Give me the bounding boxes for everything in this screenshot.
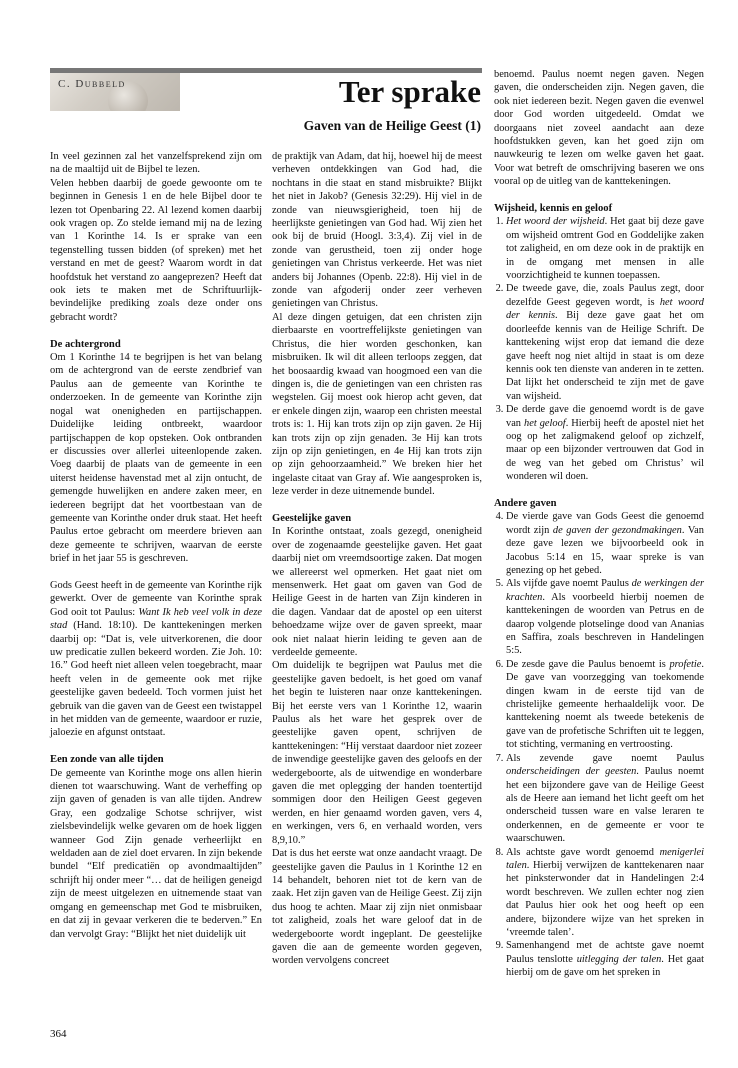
- list-item: 3. De derde gave die genoemd wordt is de gave van het geloof. Hierbij heeft de apostel niet het oog op het zaligmakend geloof op zichzelf, maar op een bijzonder vertrouwen dat God in de weg van het gebed om Christus’ wil wonderen wil doen.: [506, 403, 704, 483]
- paragraph: de praktijk van Adam, dat hij, hoewel hij de meest verheven ontdekkingen van God had, die nochtans in die staat en stand misbruikte? Blijkt het niet in Jakob? (Genesis 32:29). Hij viel in de zonde van nieuwsgierigheid, toen hij de heerlijkste genietingen van God had. Wij zien het ook bij de bruid (Hoogl. 3:3,4). Zij viel in de zonde van gerustheid, toen zij onder hoge genietingen van Christus verkeerde. Het was niet anders bij Johannes (Openb. 22:8). Hij viel in de zonde van afgoderij onder zeer verheven genietingen van Christus.: [272, 151, 482, 310]
- gifts-list-1: [494, 215, 704, 483]
- list-item: 1. Het woord der wijsheid. Het gaat bij deze gave om wijsheid omtrent God en Goddelijke zaken tot zaligheid, en om deze ook in de praktijk en in de omgang met mensen in alle voorzichtigheid te kunnen toepassen.: [506, 215, 704, 282]
- article-title: Ter sprake: [338, 74, 481, 109]
- bible-quote: Want Ik heb veel volk in deze stad: [50, 606, 262, 632]
- article-subtitle: Gaven van de Heilige Geest (1): [303, 118, 481, 133]
- list-item: 7. Als zevende gave noemt Paulus onderscheidingen der geesten. Paulus noemt het een bijzondere gave van de Heilige Geest als de Heere aan iemand het licht geeft om het onderscheid tussen ware en valse leraren te onderkennen, en de gemeente er voor te waarschuwen.: [506, 752, 704, 846]
- paragraph: Om 1 Korinthe 14 te begrijpen is het van belang om de achtergrond van de eerste zendbrief van Paulus aan de gemeente van Korinthe te onderzoeken. In de gemeente van Korinthe zijn nogal wat onenigheden en partijschappen. Duidelijke leiding ontbreekt, waardoor partijschappen de kop opsteken. Ook ontbranden er discussies over allerlei uiteenlopende zaken. Voeg daarbij de plaats van de gemeente in een uiterst heidense havenstad met al zijn ontucht, de gemengde huwelijken en andere zaken meer, en iedereen begrijpt dat het voortbestaan van de gemeente van Korinthe onder druk staat. Het heeft Paulus ertoe gebracht om meerdere brieven aan deze gemeente te schrijven, waarvan de eerste brief in het jaar 55 is geschreven.: [50, 352, 262, 565]
- list-item: 6. De zesde gave die Paulus benoemt is profetie. De gave van voorzegging van toekomende dingen kwam in de eerste tijd van de christelijke gemeente herhaaldelijk voor. De kanttekening noemt als tweede betekenis de gave van de profetische Schriften uit te leggen, tot stichting, vermaning en vertroosting.: [506, 658, 704, 752]
- section-heading: Andere gaven: [494, 497, 557, 509]
- column-3: [494, 68, 704, 993]
- paragraph: De gemeente van Korinthe moge ons allen hierin dienen tot waarschuwing. Want de verheffing op zijn gaven of genaden is van alle tijden. Andrew Gray, een godzalige Schotse schrijver, wist zielsbevindelijk welke gevaren om de hoek liggen wanneer God Zijn genade verheerlijkt en weldaden aan de ziel doet ervaren. In zijn bekende bundel “Elf predicatiën op avondmaaltijden” schrijft hij onder meer “… dat de heiligen geneigd zijn de meest uitgelezen en uitnemende staat van omgang en gemeenschap met God te misbruiken, en dat zij in gevaar verkeren die te bederven.” En dan vervolgt Gray: “Blijkt het niet duidelijk uit: [50, 767, 262, 940]
- author-name: C. Dubbeld: [58, 78, 126, 90]
- paragraph: In Korinthe ontstaat, zoals gezegd, onenigheid over de zogenaamde geestelijke gaven. Het gaat daarbij niet om vreemdsoortige zaken. Dat mogen we allereerst wel opmerken. Het gaat niet om mensenwerk. Het gaat om gaven van God de Heilige Geest in de harten van Zijn kinderen in die dagen. Vandaar dat de apostel op een uiterst behoedzame wijze over de gaven spreekt, maar ook niet nalaat hierin leiding te geven aan de verdeelde gemeente.: [272, 526, 482, 659]
- page-number: 364: [50, 1028, 67, 1040]
- list-item: 8. Als achtste gave wordt genoemd menigerlei talen. Hierbij verwijzen de kanttekenaren naar het pinksterwonder dat in Handelingen 2:4 wordt beschreven. We zullen echter nog zien dat Paulus hier ook het oog heeft op een andere, bijzondere wijze van het spreken in ‘vreemde talen’.: [506, 846, 704, 940]
- paragraph: Velen hebben daarbij de goede gewoonte om te beginnen in Genesis 1 en de hele Bijbel door te lezen tot Openbaring 22. Al lezend komen daarbij ook vragen op. Zo stelde iemand mij na de lezing van 1 Korinthe 14. Is er sprake van een tegenstelling tussen bidden (of spreken) met het verstand en met de geest? Waarom wordt in dat hoofdstuk het verstand zo aangeprezen? Heeft dat ook iets te maken met de Schriftuurlijk-bevindelijke prediking zoals deze onder ons gebracht wordt?: [50, 177, 262, 323]
- list-item: 2. De tweede gave, die, zoals Paulus zegt, door dezelfde Geest gegeven wordt, is het woord der kennis. Bij deze gave gaat het om doorleefde kennis van de Heilige Schrift. De kanttekening wijst erop dat iemand die deze gave heeft nog niet altijd in staat is om deze kennis ook ten dienste van anderen in te zetten. Dat lijkt het onderscheid te zijn met de gave van wijsheid.: [506, 282, 704, 403]
- section-heading: Wijsheid, kennis en geloof: [494, 203, 613, 215]
- section-heading: Een zonde van alle tijden: [50, 754, 164, 766]
- list-item: 5. Als vijfde gave noemt Paulus de werkingen der krachten. Als voorbeeld hierbij noemen de kanttekeningen de woorden van Petrus en de daarop volgende plotselinge dood van Ananias en Saffira, zoals beschreven in Handelingen 5:5.: [506, 577, 704, 657]
- paragraph: Om duidelijk te begrijpen wat Paulus met die geestelijke gaven bedoelt, is het goed om vanaf het begin te luisteren naar onze kanttekeningen. Bij het eerste vers van 1 Korinthe 12, waarin Paulus als het ware het gesprek over de geestelijke gaven opent, schrijven de kanttekeningen: “Hij verstaat daardoor niet zozeer de inwendige geestelijke gaven des geloofs en der wedergeboorte, als de uitwendige en wonderbare gaven die met oplegging der handen toentertijd sommigen door den Heiligen Geest gegeven werden, en hier genaamd worden gaven, vers 4, en werkingen, vers 6, en verhaald worden, vers 8,9,10.”: [272, 660, 482, 846]
- paragraph: In veel gezinnen zal het vanzelfsprekend zijn om na de maaltijd uit de Bijbel te lezen.: [50, 151, 262, 176]
- column-2: [272, 150, 482, 981]
- paragraph: Gods Geest heeft in de gemeente van Korinthe rijk gewerkt. Over de gemeente van Korinthe sprak God ooit tot Paulus: Want Ik heb veel volk in deze stad (Hand. 18:10). De kanttekeningen merken daarbij op: “Dat is, vele uitverkorenen, die door uw predicatie zullen bekeerd worden. Zie Joh. 10: 16.” God heeft niet alleen velen toegebracht, maar heeft velen in de gemeente ook met rijke geestelijke gaven bedeeld. Toch vormen juist het gebruik van die gaven van de Geest een twistappel in het midden van de gemeente, waardoor er ruzie, jaloezie en afgunst ontstaat.: [50, 579, 262, 739]
- paragraph: Al deze dingen getuigen, dat een christen zijn dierbaarste en voortreffelijkste genietingen van Christus, die hier worden geschonken, kan misbruiken. Ik wil dit alleen terloops zeggen, dat het boosaardig kwaad van hoogmoed een van die dingen is, die de genietingen van een christen ras wegstelen. Gij moest ook hierop acht geven, dat er enkele dingen zijn, waarop een christen meestal trots is: 1. Hij kan trots zijn op zijn gaven. 2e Hij kan trots zijn op zijn genaden. 3e Hij kan trots zijn op zijn genietingen, en 4e Hij kan trots zijn op zijn gehoorzaamheid.” We breken hier het ingelaste citaat van Gray af. Wie aangesproken is, leze verder in deze uitnemende bundel.: [272, 311, 482, 498]
- list-item: 9. Samenhangend met de achtste gave noemt Paulus tenslotte uitlegging der talen. Het gaat hierbij om de gave om het spreken in: [506, 939, 704, 979]
- author-box: [50, 73, 180, 111]
- gifts-list-2: [494, 510, 704, 979]
- section-heading: Geestelijke gaven: [272, 512, 352, 524]
- paragraph: Dat is dus het eerste wat onze aandacht vraagt. De geestelijke gaven die Paulus in 1 Korinthe 12 en 14 behandelt, behoren niet tot de kern van de zaak. Het zijn gaven van de Heilige Geest. Zij zijn dus hoog te achten. Maar zij zijn niet onmisbaar tot zaligheid, zoals het ware geloof dat in de wedergeboorte wordt ingeplant. De geestelijke gaven die aan de gemeente worden gegeven, worden vervolgens concreet: [272, 848, 482, 967]
- column-1: [50, 150, 262, 954]
- section-heading: De achtergrond: [50, 338, 121, 350]
- list-item: 4. De vierde gave van Gods Geest die genoemd wordt zijn de gaven der gezondmakingen. Van deze gave lezen we bijvoorbeeld ook in Jacobus 5:14 en 15, waar spreke is van genezing op het gebed.: [506, 510, 704, 577]
- paragraph: benoemd. Paulus noemt negen gaven. Negen gaven, die onderscheiden zijn. Negen gaven, die ook niet iedereen bezit. Negen gaven die evenwel door God worden uitgedeeld. Omdat we doorgaans niet zoveel aandacht aan deze hoofdstukken geven, kan het goed zijn om nauwkeurig te lezen om welke gaven het gaat. Voor wat betreft de omschrijving baseren we ons vooral op de uitleg van de kanttekeningen.: [494, 69, 704, 188]
